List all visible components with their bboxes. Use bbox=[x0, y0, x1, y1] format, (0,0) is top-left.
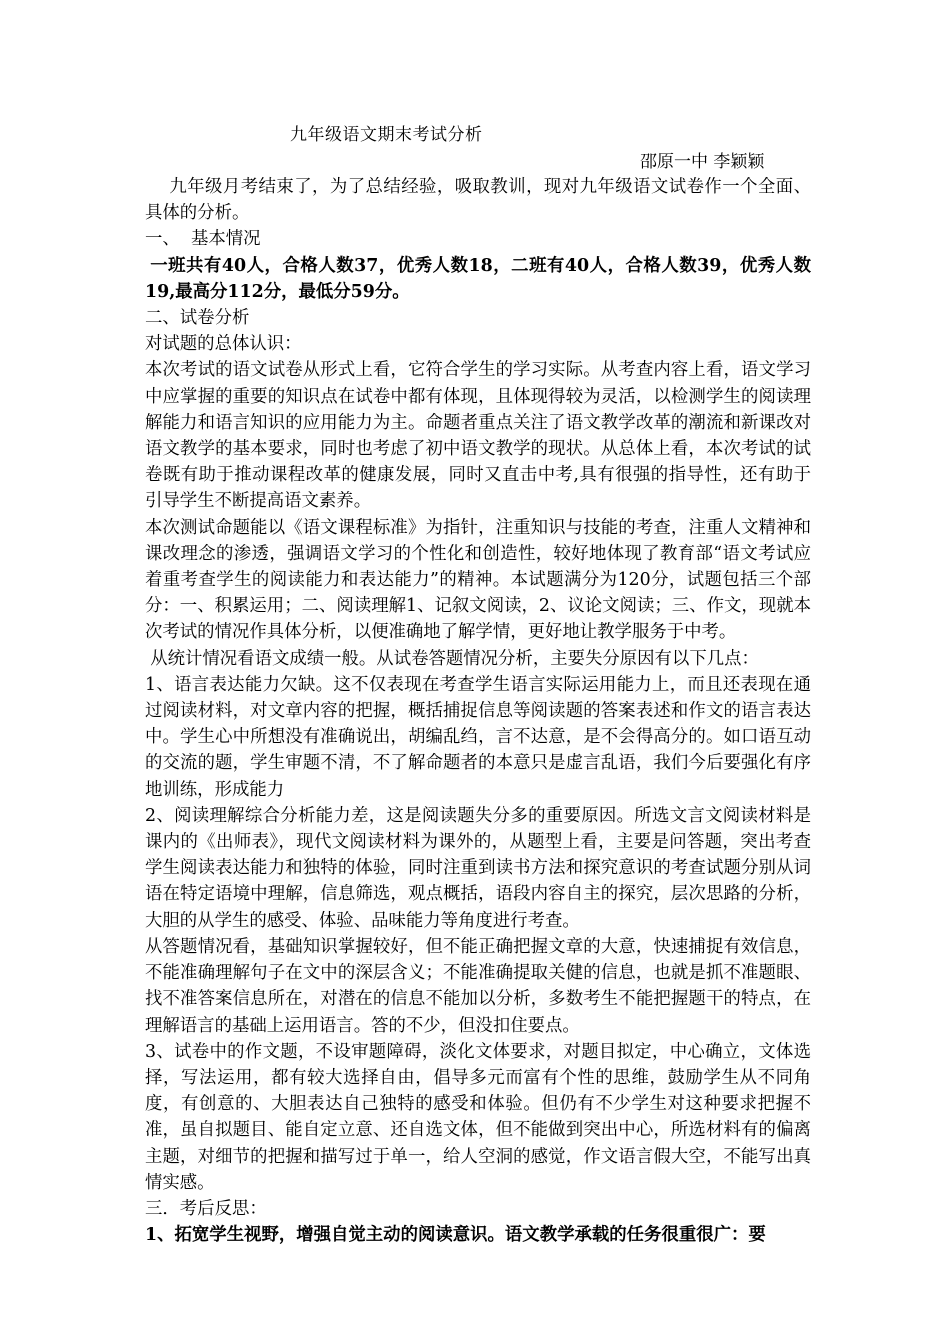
point-3-paragraph: 3、试卷中的作文题，不设审题障碍，淡化文体要求，对题目拟定，中心确立，文体选择，写法运用，都有较大选择自由，倡导多元而富有个性的思维，鼓励学生从不同角度，有创意的、大胆表达自己独特的感受和体验。但仍有不少学生对这种要求把握不准，虽自拟题目、能自定立意、还自选文体，但不能做到突出中心，所选材料有的偏离主题，对细节的把握和描写过于单一，给人空洞的感觉，作文语言假大空，不能写出真情实感。 bbox=[145, 1041, 811, 1193]
point-1-paragraph: 1、语言表达能力欠缺。这不仅表现在考查学生语言实际运用能力上，而且还表现在通过阅读材料，对文章内容的把握，概括捕捉信息等阅读题的答案表述和作文的语言表达中。学生心中所想没有准确说出，胡编乱绉，言不达意，是不会得高分的。如口语互动的交流的题，学生审题不清，不了解命题者的本意只是虚言乱语，我们今后要强化有序地训练，形成能力 bbox=[145, 674, 811, 800]
overall-label: 对试题的总体认识： bbox=[145, 334, 302, 355]
section-heading-basic bbox=[145, 226, 811, 252]
section-heading-reflection: 三．考后反思： bbox=[145, 1198, 267, 1219]
document-title: 九年级语文期末考试分析 bbox=[290, 125, 483, 145]
reflection-1-paragraph: 1、拓宽学生视野，增强自觉主动的阅读意识。语文教学承载的任务很重很广：要 bbox=[145, 1225, 766, 1246]
document-body bbox=[145, 174, 811, 1248]
stats-paragraph: 从统计情况看语文成绩一般。从试卷答题情况分析，主要失分原因有以下几点： bbox=[150, 648, 759, 669]
section-title: 基本情况 bbox=[191, 229, 261, 250]
answer-paragraph: 从答题情况看，基础知识掌握较好，但不能正确把握文章的大意，快速捕捉有效信息，不能准确理解句子在文中的深层含义；不能准确提取关健的信息，也就是抓不准题眼、找不准答案信息所在，对潜在的信息不能加以分析，多数考生不能把握题干的特点，在理解语言的基础上运用语言。答的不少，但没扣住要点。 bbox=[145, 936, 811, 1036]
standard-paragraph: 本次测试命题能以《语文课程标准》为指针，注重知识与技能的考查，注重人文精神和课改理念的渗透，强调语文学习的个性化和创造性，较好地体现了教育部“语文考试应着重考查学生的阅读能力和表达能力”的精神。本试题满分为120分，试题包括三个部分：一、积累运用；二、阅读理解1、记叙文阅读，2、议论文阅读；三、作文，现就本次考试的情况作具体分析，以便准确地了解学情，更好地让教学服务于中考。 bbox=[145, 517, 811, 643]
document-author: 邵原一中 李颖颖 bbox=[640, 152, 765, 172]
section-number: 一、 bbox=[145, 229, 180, 250]
point-2-paragraph: 2、阅读理解综合分析能力差，这是阅读题失分多的重要原因。所选文言文阅读材料是课内的《出师表》，现代文阅读材料为课外的，从题型上看，主要是问答题，突出考查学生阅读表达能力和独特的体验，同时注重到读书方法和探究意识的考查试题分别从词语在特定语境中理解，信息筛选，观点概括，语段内容自主的探究，层次思路的分析，大胆的从学生的感受、体验、品味能力等角度进行考查。 bbox=[145, 805, 811, 931]
overall-paragraph: 本次考试的语文试卷从形式上看，它符合学生的学习实际。从考查内容上看，语文学习中应掌握的重要的知识点在试卷中都有体现，且体现得较为灵活，以检测学生的阅读理解能力和语言知识的应用能力为主。命题者重点关注了语文教学改革的潮流和新课改对语文教学的基本要求，同时也考虑了初中语文教学的现状。从总体上看，本次考试的试卷既有助于推动课程改革的健康发展，同时又直击中考,具有很强的指导性，还有助于引导学生不断提高语文素养。 bbox=[145, 360, 811, 512]
basic-info-paragraph: 一班共有40人，合格人数37，优秀人数18，二班有40人，合格人数39，优秀人数19,最高分112分，最低分59分。 bbox=[145, 255, 811, 302]
section-heading-analysis: 二、试卷分析 bbox=[145, 308, 250, 329]
intro-paragraph: 九年级月考结束了，为了总结经验，吸取教训，现对九年级语文试卷作一个全面、具体的分析。 bbox=[145, 177, 811, 224]
